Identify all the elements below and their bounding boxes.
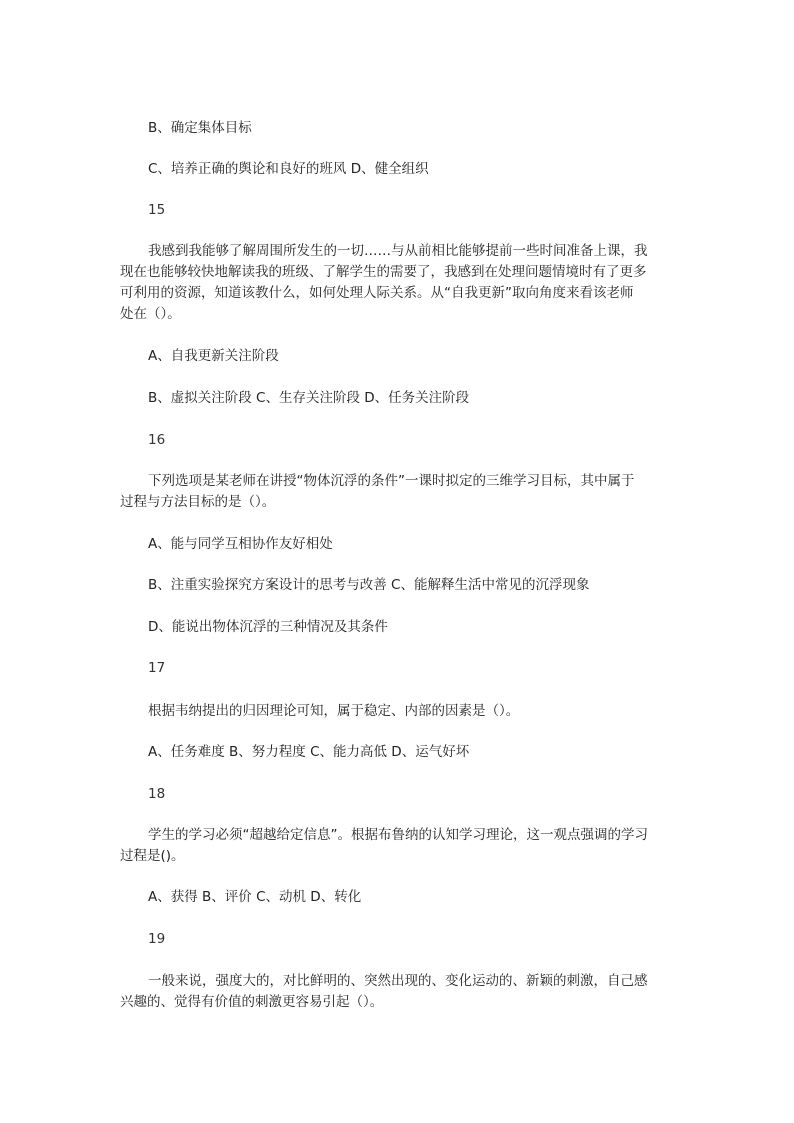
question-text-line: 学生的学习必须“超越给定信息”。根据布鲁纳的认知学习理论，这一观点强调的学习 [148,826,648,843]
question-text-line: 一般来说，强度大的，对比鲜明的、突然出现的、变化运动的、新颖的刺激，自己感 [148,972,648,989]
answer-options: B、注重实验探究方案设计的思考与改善 C、能解释生活中常见的沉浮现象 [148,576,590,593]
answer-options: A、能与同学互相协作友好相处 [148,535,333,552]
question-number: 17 [148,659,166,676]
answer-options: C、培养正确的舆论和良好的班风 D、健全组织 [148,160,429,177]
question-text-line: 过程是()。 [120,847,185,864]
question-number: 16 [148,431,166,448]
answer-options: D、能说出物体沉浮的三种情况及其条件 [148,618,388,635]
answer-options: B、确定集体目标 [148,119,252,136]
question-text-line: 现在也能够较快地解读我的班级、了解学生的需要了，我感到在处理问题情境时有了更多 [120,263,647,280]
question-number: 15 [148,201,166,218]
question-text-line: 处在（）。 [120,305,181,322]
answer-options: A、任务难度 B、努力程度 C、能力高低 D、运气好坏 [148,743,470,760]
answer-options: A、获得 B、评价 C、动机 D、转化 [148,888,362,905]
question-number: 18 [148,785,166,802]
answer-options: A、自我更新关注阶段 [148,347,279,364]
answer-options: B、虚拟关注阶段 C、生存关注阶段 D、任务关注阶段 [148,389,470,406]
question-text-line: 我感到我能够了解周围所发生的一切……与从前相比能够提前一些时间准备上课，我 [148,242,648,259]
question-number: 19 [148,930,166,947]
question-text-line: 兴趣的、觉得有价值的刺激更容易引起（）。 [120,993,384,1010]
question-text-line: 根据韦纳提出的归因理论可知，属于稳定、内部的因素是（）。 [148,702,520,719]
question-text-line: 下列选项是某老师在讲授“物体沉浮的条件”一课时拟定的三维学习目标，其中属于 [148,472,635,489]
question-text-line: 过程与方法目标的是（）。 [120,493,276,510]
question-text-line: 可利用的资源，知道该教什么，如何处理人际关系。从“自我更新”取向角度来看该老师 [120,284,634,301]
